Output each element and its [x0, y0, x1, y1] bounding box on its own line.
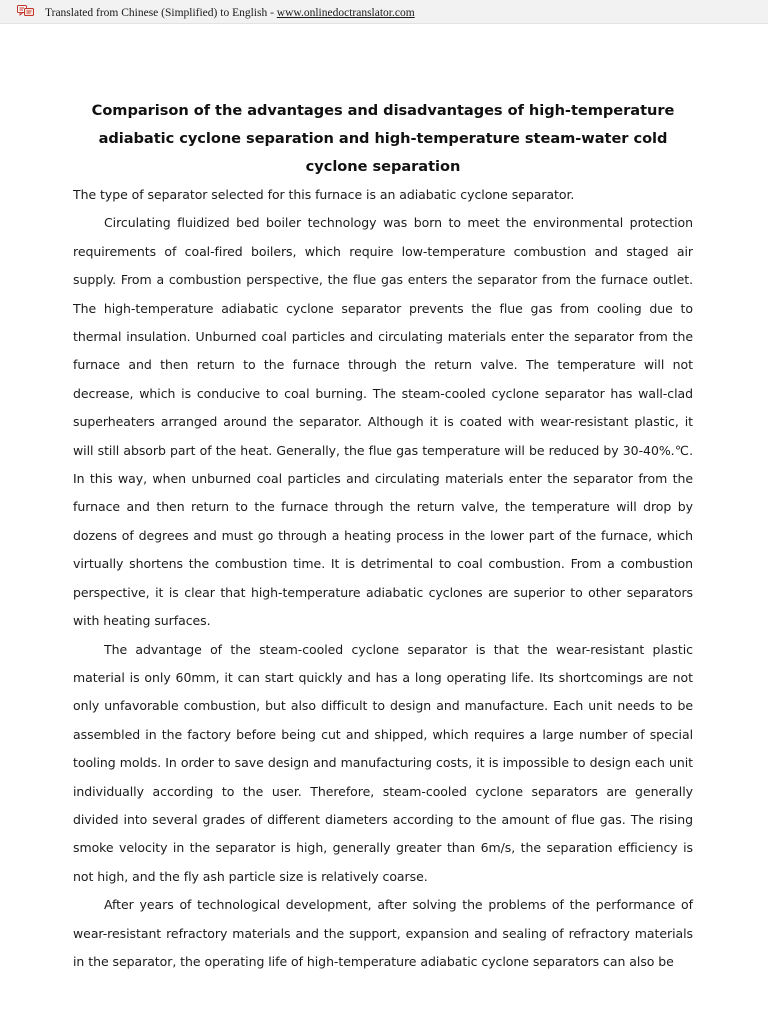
- paragraph-steam-cooled: The advantage of the steam-cooled cyclone separator is that the wear-resistant plastic material is only 60mm, it can start quickly and has a long operating life. Its shortcomings are not only unfavorable combustion, but also difficult to design and manufacture. Each unit needs to be assembled in the factory before being cut and shipped, which requires a large number of special tooling molds. In order to save design and manufacturing costs, it is impossible to design each unit individually according to the user. Therefore, steam-cooled cyclone separators are generally divided into several grades of different diameters according to the amount of flue gas. The rising smoke velocity in the separator is high, generally greater than 6m/s, the separation efficiency is not high, and the fly ash particle size is relatively coarse.: [73, 641, 693, 884]
- translation-notice: [45, 6, 415, 20]
- translation-notice-text: Translated from Chinese (Simplified) to English -: [45, 7, 277, 19]
- document-title: Comparison of the advantages and disadvantages of high-temperature adiabatic cyclone separation and high-temperature steam-water cold cyclone separation: [91, 102, 675, 175]
- paragraph-combustion: Circulating fluidized bed boiler technology was born to meet the environmental protection requirements of coal-fired boilers, which require low-temperature combustion and staged air supply. From a combustion perspective, the flue gas enters the separator from the furnace outlet. The high-temperature adiabatic cyclone separator prevents the flue gas from cooling due to thermal insulation. Unburned coal particles and circulating materials enter the separator from the furnace and then return to the furnace through the return valve. The temperature will not decrease, which is conducive to coal burning. The steam-cooled cyclone separator has wall-clad superheaters arranged around the separator. Although it is coated with wear-resistant plastic, it will still absorb part of the heat. Generally, the flue gas temperature will be reduced by 30-40%.℃. In this way, when unburned coal particles and circulating materials enter the separator from the furnace and then return to the furnace through the return valve, the temperature will drop by dozens of degrees and must go through a heating process in the lower part of the furnace, which virtually shortens the combustion time. It is detrimental to coal combustion. From a combustion perspective, it is clear that high-temperature adiabatic cyclones are superior to other separators with heating surfaces.: [73, 215, 693, 629]
- translate-document-icon: [17, 3, 35, 17]
- intro-line: The type of separator selected for this furnace is an adiabatic cyclone separator.: [73, 187, 575, 202]
- translation-banner: [0, 0, 768, 24]
- translator-link[interactable]: www.onlinedoctranslator.com: [276, 7, 415, 19]
- paragraph-development: After years of technological development, after solving the problems of the performance of wear-resistant refractory materials and the support, expansion and sealing of refractory materials in the separator, the operating life of high-temperature adiabatic cyclone separators can also be: [73, 897, 693, 969]
- document-page: [73, 97, 693, 976]
